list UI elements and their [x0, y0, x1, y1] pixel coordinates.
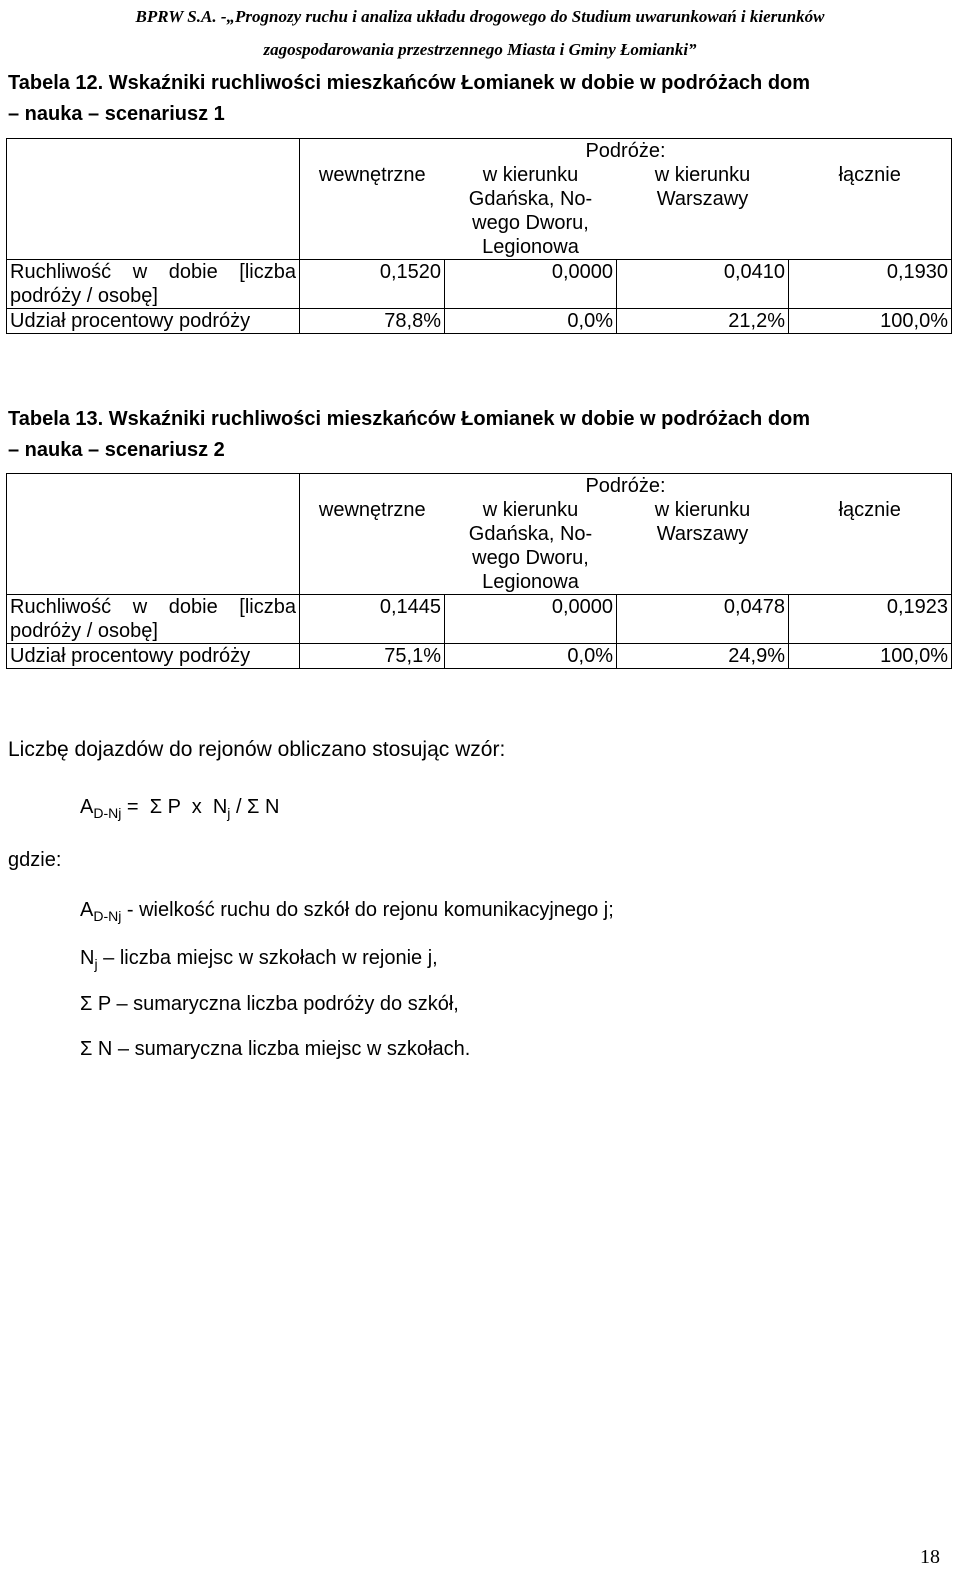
- table-13-caption: [8, 404, 950, 466]
- cell-value: 0,0000: [445, 260, 617, 309]
- table-12: [6, 138, 952, 334]
- row-label-line: podróży / osobę]: [10, 285, 158, 307]
- col-header-line: Gdańska, No-: [468, 523, 593, 545]
- formula-intro: Liczbę dojazdów do rejonów obliczano stosując wzór:: [8, 738, 506, 761]
- corner-cell: [7, 139, 300, 164]
- cell-value: 78,8%: [300, 309, 445, 334]
- group-header: Podróże:: [300, 139, 952, 164]
- row-label-line: Ruchliwość w dobie [liczba: [10, 261, 296, 283]
- header-line-1: BPRW S.A. -„Prognozy ruchu i analiza układu drogowego do Studium uwarunkowań i kierunków: [135, 7, 825, 26]
- col-header-gdansk: [445, 163, 617, 260]
- formula-expression: [80, 795, 279, 819]
- col-header-total: łącznie: [789, 163, 952, 260]
- caption-line-2: – nauka – scenariusz 1: [8, 103, 225, 125]
- formula-symbol: N: [80, 947, 95, 969]
- col-header-internal: wewnętrzne: [300, 498, 445, 595]
- row-label-line: Ruchliwość w dobie [liczba: [10, 596, 296, 618]
- cell-value: 100,0%: [789, 644, 952, 669]
- col-header-line: Legionowa: [482, 236, 579, 258]
- corner-cell: [7, 163, 300, 260]
- col-header-internal: wewnętrzne: [300, 163, 445, 260]
- page-number: 18: [920, 1546, 940, 1568]
- cell-value: 0,0478: [617, 595, 789, 644]
- where-label: gdzie:: [8, 849, 62, 871]
- definition-text: – liczba miejsc w szkołach w rejonie j,: [97, 947, 438, 969]
- cell-value: 75,1%: [300, 644, 445, 669]
- col-header-line: w kierunku: [654, 499, 751, 521]
- col-header-line: Gdańska, No-: [468, 188, 593, 210]
- cell-value: 0,1520: [300, 260, 445, 309]
- col-header-gdansk: [445, 498, 617, 595]
- formula-subscript: j: [94, 956, 98, 972]
- formula-symbol: A: [80, 899, 94, 921]
- corner-cell: [7, 498, 300, 595]
- col-header-total: łącznie: [789, 498, 952, 595]
- cell-value: 0,0410: [617, 260, 789, 309]
- col-header-line: Warszawy: [656, 523, 749, 545]
- formula-symbol: A: [80, 796, 94, 818]
- cell-value: 0,0%: [445, 309, 617, 334]
- row-label-mobility: [7, 595, 300, 644]
- caption-line-2: – nauka – scenariusz 2: [8, 439, 225, 461]
- cell-value: 24,9%: [617, 644, 789, 669]
- definition-sum-n: Σ N – sumaryczna liczba miejsc w szkołach.: [80, 1038, 471, 1060]
- group-header: Podróże:: [300, 474, 952, 499]
- col-header-warszawa: [617, 163, 789, 260]
- col-header-line: w kierunku: [482, 499, 579, 521]
- definition-text: - wielkość ruchu do szkół do rejonu komunikacyjnego j;: [121, 899, 614, 921]
- formula-subscript: D-Nj: [93, 908, 122, 924]
- col-header-warszawa: [617, 498, 789, 595]
- corner-cell: [7, 474, 300, 499]
- col-header-line: Legionowa: [482, 571, 579, 593]
- formula-symbol: = Σ P x N: [121, 796, 228, 818]
- formula-symbol: / Σ N: [230, 796, 280, 818]
- formula-subscript: j: [227, 805, 231, 821]
- row-label-line: podróży / osobę]: [10, 620, 158, 642]
- definition-a: [80, 898, 614, 922]
- cell-value: 100,0%: [789, 309, 952, 334]
- table-13: [6, 473, 952, 669]
- cell-value: 0,0000: [445, 595, 617, 644]
- definition-n: [80, 946, 438, 970]
- col-header-line: wego Dworu,: [472, 212, 589, 234]
- definition-sum-p: Σ P – sumaryczna liczba podróży do szkół,: [80, 993, 459, 1015]
- table-12-caption: [8, 68, 950, 130]
- col-header-line: Warszawy: [656, 188, 749, 210]
- header-line-2: zagospodarowania przestrzennego Miasta i Gminy Łomianki”: [263, 40, 697, 59]
- cell-value: 0,1930: [789, 260, 952, 309]
- running-header: [0, 0, 960, 66]
- row-label-mobility: [7, 260, 300, 309]
- cell-value: 0,1445: [300, 595, 445, 644]
- col-header-line: w kierunku: [482, 164, 579, 186]
- caption-line-1: Tabela 12. Wskaźniki ruchliwości mieszkańców Łomianek w dobie w podróżach dom: [8, 72, 811, 94]
- row-label-share: Udział procentowy podróży: [7, 309, 300, 334]
- col-header-line: wego Dworu,: [472, 547, 589, 569]
- caption-line-1: Tabela 13. Wskaźniki ruchliwości mieszkańców Łomianek w dobie w podróżach dom: [8, 408, 811, 430]
- cell-value: 0,1923: [789, 595, 952, 644]
- row-label-share: Udział procentowy podróży: [7, 644, 300, 669]
- cell-value: 0,0%: [445, 644, 617, 669]
- formula-subscript: D-Nj: [93, 805, 122, 821]
- col-header-line: w kierunku: [654, 164, 751, 186]
- cell-value: 21,2%: [617, 309, 789, 334]
